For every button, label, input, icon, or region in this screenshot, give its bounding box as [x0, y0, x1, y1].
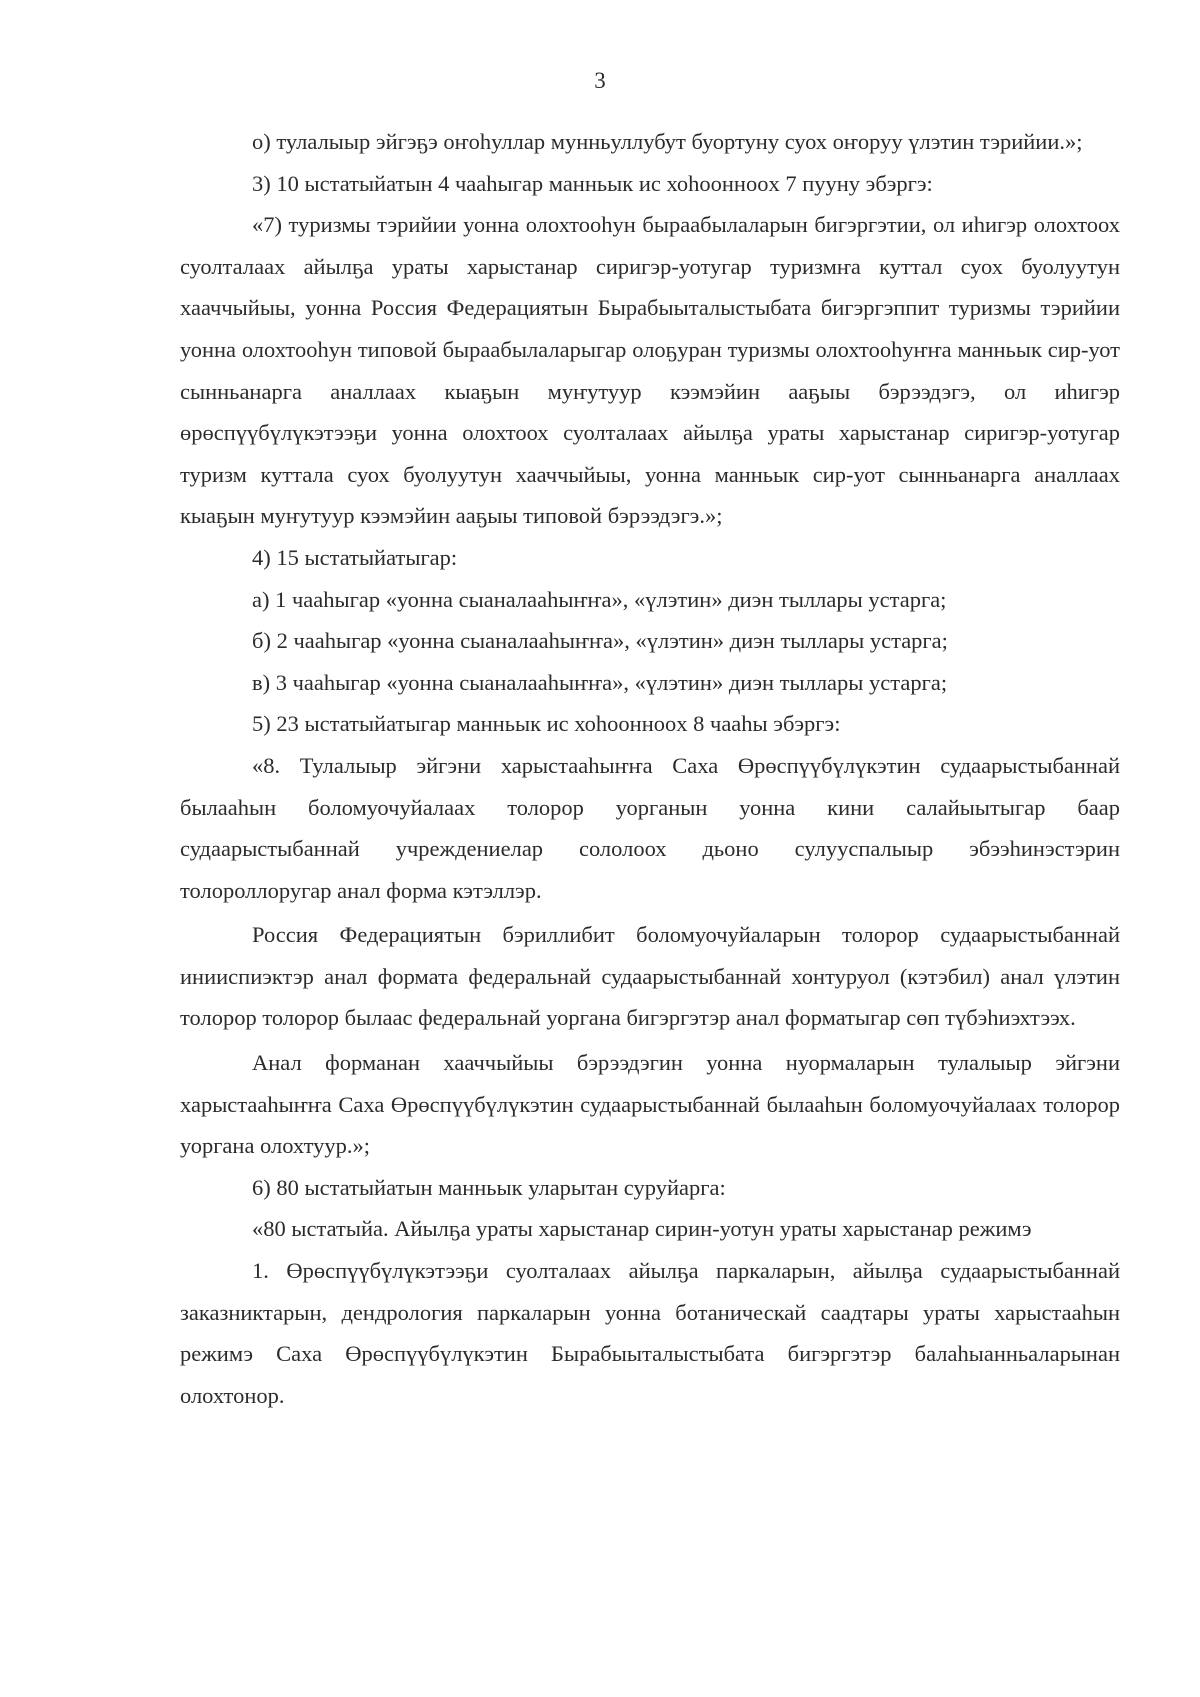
- paragraph-article-80-title: «80 ыстатыйа. Айылҕа ураты харыстанар сирин-уотун ураты харыстанар режимэ: [252, 1216, 1032, 1242]
- page-number: 3: [594, 68, 606, 93]
- paragraph-quote-8: «8. Тулалыыр эйгэни харыстааһыҥҥа Саха Өрөспүүбүлүкэтин судаарыстыбаннай былааһын боломуочуйалаах толорор уорганын уонна кини салайыытыгар баар судаарыстыбаннай учреждениелар сололоох дьоно сулууспалыыр эбээһинэстэрин толороллоругар анал форма кэтэллэр.: [180, 752, 1120, 903]
- paragraph-article-80-clause-1: 1. Өрөспүүбүлүкэтээҕи суолталаах айылҕа паркаларын, айылҕа судаарыстыбаннай заказниктарын, дендрология паркаларын уонна ботаническай саадтары ураты харыстааһын режимэ Саха Өрөспүүбүлүкэтин Бырабыыталыстыбата бигэргэтэр балаһыанньаларынан олохтонор.: [180, 1258, 1120, 1408]
- paragraph-item-5: 5) 23 ыстатыйатыгар манньык ис хоһооннооx 8 чааһы эбэргэ:: [252, 711, 841, 737]
- paragraph-inspectors: Россия Федерациятын бэриллибит боломуочуйаларын толорор судаарыстыбаннай инииспиэктэр анал формата федеральнай судаарыстыбаннай хонтуруол (кэтэбил) анал үлэтин толорор толорор былаас федеральнай уоргана бигэргэтэр анал форматыгар сөп түбэһиэхтээх.: [180, 922, 1120, 1031]
- paragraph-subitem-v: в) 3 чааһыгар «уонна сыаналааһыҥҥа», «үлэтин» диэн тыллары устарга;: [252, 669, 948, 695]
- paragraph-item-3: 3) 10 ыстатыйатын 4 чааһыгар манньык ис хоһооннооx 7 пууну эбэргэ:: [252, 170, 933, 196]
- document-body: [180, 121, 1120, 1416]
- paragraph-item-o: о) тулалыыр эйгэҕэ оҥоһуллар мунньуллубут буортуну суох оҥоруу үлэтин тэрийии.»;: [252, 129, 1083, 154]
- paragraph-item-4: 4) 15 ыстатыйатыгар:: [252, 544, 458, 570]
- paragraph-uniform-rules: Анал форманан хааччыйыы бэрээдэгин уонна нуормаларын тулалыыр эйгэни харыстааһыҥҥа Саха Өрөспүүбүлүкэтин судаарыстыбаннай былааһын боломуочуйалаах толорор уоргана олохтуур.»;: [180, 1050, 1120, 1159]
- paragraph-quote-7: «7) туризмы тэрийии уонна олохтооһун быраабылаларын бигэргэтии, ол иһигэр олохтоох суолталаах айылҕа ураты харыстанар сиригэр-уотугар туризмҥа куттал суох буолуутун хааччыйыы, уонна Россия Федерациятын Бырабыыталыстыбата бигэргэппит туризмы тэрийии уонна олохтооһун типовой быраабылаларыгар олоҕуран туризмы олохтооһуҥҥа манньык сир-уот сынньанарга аналлаах кыаҕын муҥутуур кээмэйин ааҕыы бэрээдэгэ, ол иһигэр өрөспүүбүлүкэтээҕи уонна олохтоох суолталаах айылҕа ураты харыстанар сиригэр-уотугар туризм куттала суох буолуутун хааччыйыы, уонна манньык сир-уот сынньанарга аналлаах кыаҕын муҥутуур кээмэйин ааҕыы типовой бэрээдэгэ.»;: [180, 212, 1120, 529]
- paragraph-item-6: 6) 80 ыстатыйатын манньык уларытан суруйарга:: [252, 1174, 726, 1200]
- paragraph-subitem-a: а) 1 чааһыгар «уонна сыаналааһыҥҥа», «үлэтин» диэн тыллары устарга;: [252, 586, 947, 612]
- paragraph-subitem-b: б) 2 чааһыгар «уонна сыаналааһыҥҥа», «үлэтин» диэн тыллары устарга;: [252, 628, 948, 654]
